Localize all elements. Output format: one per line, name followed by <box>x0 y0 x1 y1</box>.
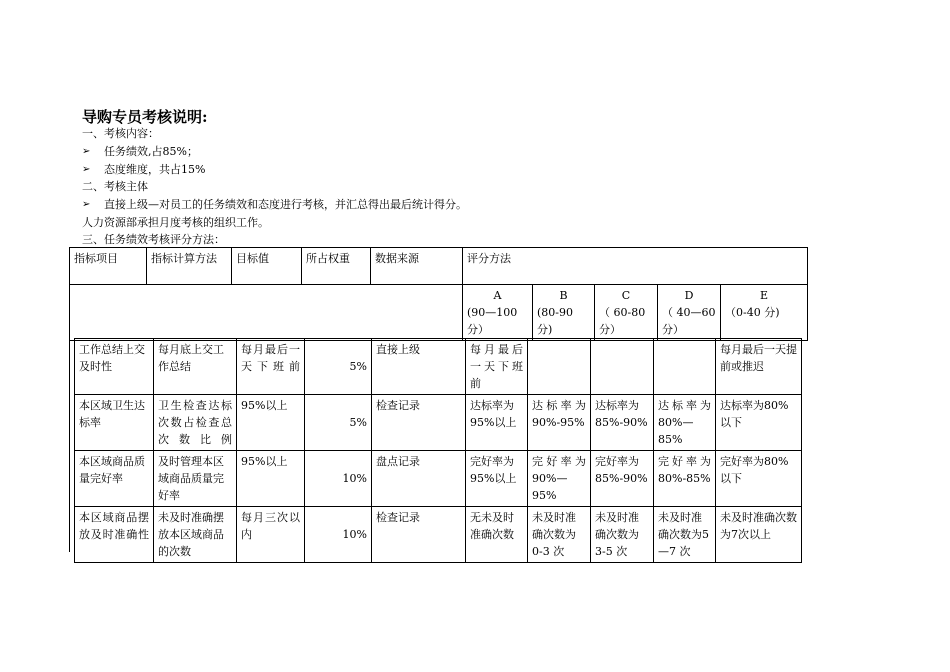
grade-c-letter: C <box>621 289 631 302</box>
scoring-table-header <box>69 247 808 341</box>
cell-grade-a: 达标率为95%以上 <box>466 395 528 451</box>
grade-d-range: （ 40—60分） <box>662 306 716 336</box>
header-scoring: 评分方法 <box>463 248 808 285</box>
cell-method: 每月底上交工作总结 <box>154 339 237 395</box>
cell-grade-a: 完好率为95%以上 <box>466 451 528 507</box>
header-blank <box>70 285 463 341</box>
cell-source: 检查记录 <box>372 507 466 563</box>
cell-grade-b: 未及时准确次数为0-3 次 <box>528 507 591 563</box>
table-row <box>75 451 802 507</box>
grade-b-range: (80-90 分) <box>537 306 574 336</box>
table-row <box>75 339 802 395</box>
cell-weight: 5% <box>305 395 372 451</box>
grade-c-range: （ 60-80分） <box>599 306 646 336</box>
cell-grade-b <box>528 339 591 395</box>
cell-grade-a: 无未及时准确次数 <box>466 507 528 563</box>
table-left-border <box>69 338 70 552</box>
grade-d-letter: D <box>684 289 694 302</box>
cell-source: 检查记录 <box>372 395 466 451</box>
header-weight: 所占权重 <box>302 248 371 285</box>
cell-source: 直接上级 <box>372 339 466 395</box>
cell-grade-b: 达标率为90%-95% <box>528 395 591 451</box>
cell-grade-d: 未及时准确次数为5—7 次 <box>654 507 716 563</box>
grade-e-letter: E <box>759 289 769 302</box>
scoring-table-body <box>74 338 802 563</box>
cell-target: 每月最后一天下班前 <box>237 339 305 395</box>
cell-method: 未及时准确摆放本区域商品的次数 <box>154 507 237 563</box>
bullet-icon: ➢ <box>82 164 91 175</box>
header-target: 目标值 <box>232 248 302 285</box>
cell-method: 卫生检查达标次数占检查总次数比例 <box>154 395 237 451</box>
section-2-text: 人力资源部承担月度考核的组织工作。 <box>82 216 269 229</box>
grade-a-letter: A <box>493 289 502 302</box>
section-1-heading: 一、考核内容： <box>82 127 159 140</box>
bullet-icon: ➢ <box>82 146 91 157</box>
cell-grade-e: 达标率为80%以下 <box>716 395 802 451</box>
cell-grade-c: 完好率为85%-90% <box>591 451 654 507</box>
grade-d <box>658 285 721 341</box>
section-2-item-1: 直接上级—对员工的任务绩效和态度进行考核，并汇总得出最后统计得分。 <box>104 198 467 211</box>
cell-grade-c <box>591 339 654 395</box>
cell-grade-d: 达标率为80%—85% <box>654 395 716 451</box>
cell-grade-a: 每月最后一天下班前 <box>466 339 528 395</box>
cell-weight: 10% <box>305 451 372 507</box>
cell-weight: 10% <box>305 507 372 563</box>
cell-item: 本区域商品摆放及时准确性 <box>75 507 154 563</box>
cell-grade-d: 完好率为80%-85% <box>654 451 716 507</box>
grade-c <box>595 285 658 341</box>
cell-grade-d <box>654 339 716 395</box>
cell-target: 每月三次以内 <box>237 507 305 563</box>
cell-item: 本区域卫生达标率 <box>75 395 154 451</box>
cell-grade-e: 完好率为80%以下 <box>716 451 802 507</box>
bullet-icon: ➢ <box>82 199 91 210</box>
page-title: 导购专员考核说明: <box>82 108 208 126</box>
header-method: 指标计算方法 <box>147 248 232 285</box>
cell-target: 95%以上 <box>237 451 305 507</box>
section-3-heading: 三、任务绩效考核评分方法： <box>82 233 225 246</box>
grade-a-range: (90—100分） <box>467 306 518 336</box>
cell-source: 盘点记录 <box>372 451 466 507</box>
header-source: 数据来源 <box>371 248 463 285</box>
section-2-heading: 二、考核主体 <box>82 180 148 193</box>
cell-grade-e: 每月最后一天提前或推迟 <box>716 339 802 395</box>
cell-grade-c: 达标率为85%-90% <box>591 395 654 451</box>
grade-b <box>533 285 595 341</box>
table-row <box>75 507 802 563</box>
grade-b-letter: B <box>559 289 568 302</box>
cell-grade-e: 未及时准确次数为7次以上 <box>716 507 802 563</box>
section-1-item-1: 任务绩效,占85%； <box>104 145 198 158</box>
cell-method: 及时管理本区域商品质量完好率 <box>154 451 237 507</box>
table-row <box>75 395 802 451</box>
grade-a <box>463 285 533 341</box>
grade-e-range: （0-40 分) <box>725 306 780 319</box>
cell-item: 工作总结上交及时性 <box>75 339 154 395</box>
cell-item: 本区域商品质量完好率 <box>75 451 154 507</box>
cell-grade-b: 完好率为90%—95% <box>528 451 591 507</box>
cell-grade-c: 未及时准确次数为3-5 次 <box>591 507 654 563</box>
header-item: 指标项目 <box>70 248 147 285</box>
grade-e <box>721 285 808 341</box>
section-1-item-2: 态度维度，共占15% <box>104 163 206 176</box>
cell-target: 95%以上 <box>237 395 305 451</box>
cell-weight: 5% <box>305 339 372 395</box>
